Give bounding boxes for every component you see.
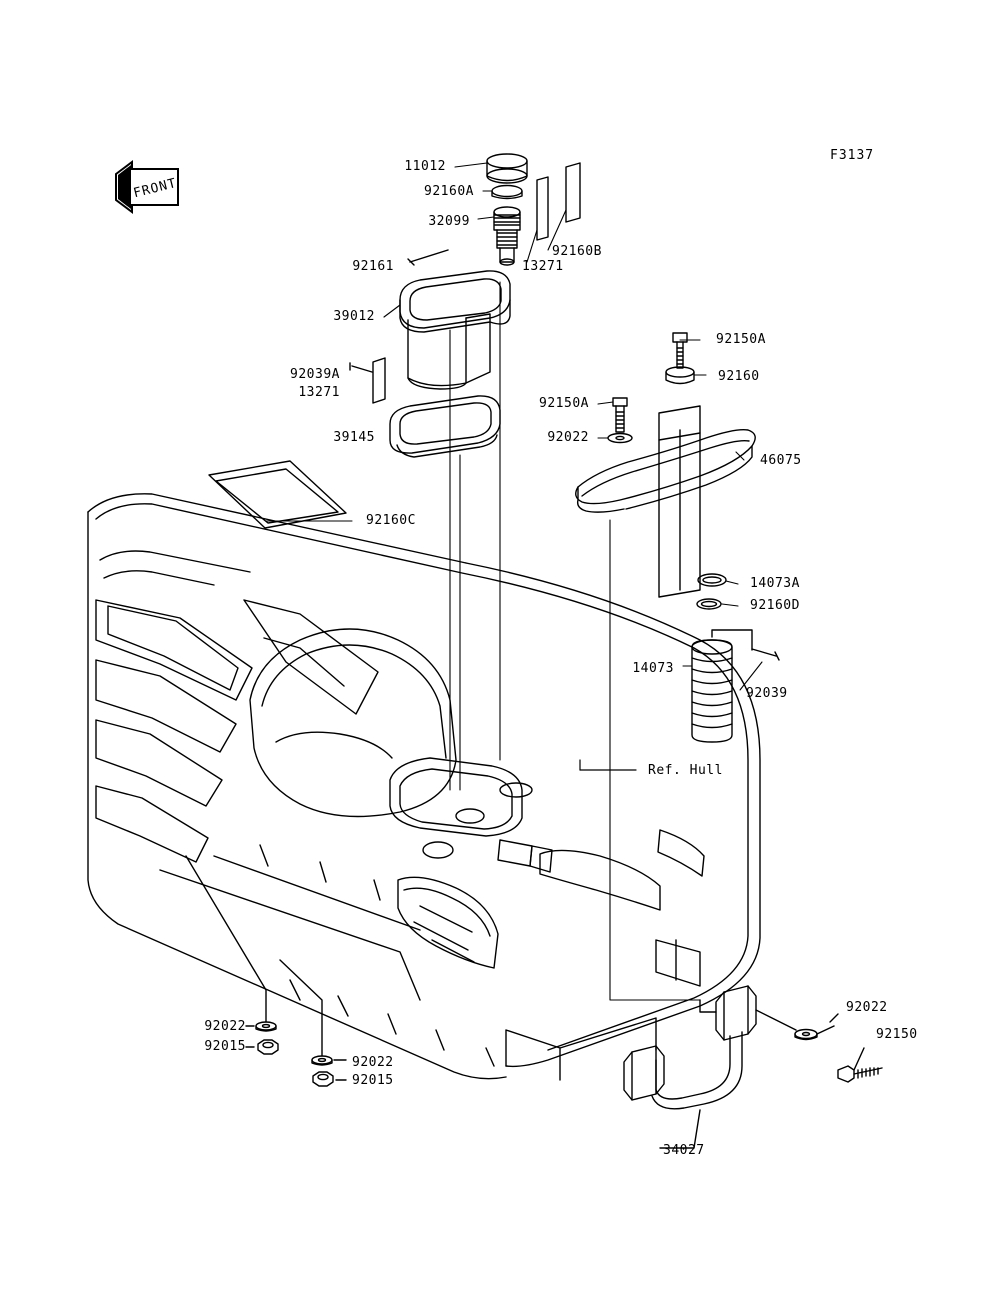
part-label-92015-left: 92015 (204, 1039, 246, 1054)
part-39012-cover (400, 271, 510, 389)
part-92039-screw (752, 649, 779, 660)
part-label-13271-upper: 13271 (522, 259, 564, 274)
part-92150A-bolt-upper (673, 333, 687, 368)
leader-lines (266, 163, 762, 1000)
ref-hull-leader (580, 760, 636, 770)
diagram-code-id: F3137 (830, 148, 875, 163)
part-92150A-bolt-mid (613, 398, 627, 432)
part-92022-washer-right (795, 1030, 817, 1040)
part-14073A-oring (698, 574, 726, 586)
part-label-92022-mid: 92022 (547, 430, 589, 445)
part-92150-bolt-right (838, 1066, 882, 1082)
part-13271-plate-lower (373, 358, 385, 403)
part-46075-handle (576, 406, 755, 597)
part-92022-washer-mid (608, 434, 632, 443)
part-32099-fitting (494, 207, 520, 265)
part-92039A-screw (350, 363, 372, 372)
part-39145-gasket (390, 396, 500, 457)
part-label-92022-left: 92022 (204, 1019, 246, 1034)
part-label-14073: 14073 (632, 661, 674, 676)
part-92015-nut-left2 (313, 1072, 333, 1086)
part-label-92160C: 92160C (366, 513, 416, 528)
part-label-32099: 32099 (428, 214, 470, 229)
part-92015-nut-left (258, 1040, 278, 1054)
part-11012-cap (487, 154, 527, 183)
part-92160A-grommet (492, 186, 522, 199)
part-label-11012: 11012 (404, 159, 446, 174)
part-92160B-strip (566, 163, 580, 222)
part-label-34027: 34027 (663, 1143, 705, 1158)
part-92160C-strip (209, 461, 346, 528)
part-label-92161: 92161 (352, 259, 394, 274)
part-label-39012: 39012 (333, 309, 375, 324)
part-92022-washer-left2 (312, 1056, 332, 1065)
part-label-92160D: 92160D (750, 598, 800, 613)
part-92161-pin (408, 250, 448, 265)
part-label-92022-left2: 92022 (352, 1055, 394, 1070)
part-label-92160B: 92160B (552, 244, 602, 259)
part-label-92150A-mid: 92150A (539, 396, 589, 411)
part-label-92039A: 92039A (290, 367, 340, 382)
part-label-13271-lower: 13271 (298, 385, 340, 400)
ref-hull-label: Ref. Hull (648, 763, 723, 778)
part-label-92160A: 92160A (424, 184, 474, 199)
svg-text:FRONT: FRONT (131, 175, 179, 202)
part-label-46075: 46075 (760, 453, 802, 468)
part-label-39145: 39145 (333, 430, 375, 445)
part-92022-washer-left (256, 1022, 276, 1031)
part-label-92022-right: 92022 (846, 1000, 888, 1015)
part-label-14073A: 14073A (750, 576, 800, 591)
part-label-92039: 92039 (746, 686, 788, 701)
part-34027-grab-handle (624, 986, 756, 1109)
part-label-92150A-upper: 92150A (716, 332, 766, 347)
part-92160-grommet (666, 367, 694, 384)
part-label-92150-right: 92150 (876, 1027, 918, 1042)
part-label-92160: 92160 (718, 369, 760, 384)
part-92160D-oring (697, 599, 721, 609)
part-13271-plate-upper (537, 177, 548, 240)
part-label-92015-left2: 92015 (352, 1073, 394, 1088)
